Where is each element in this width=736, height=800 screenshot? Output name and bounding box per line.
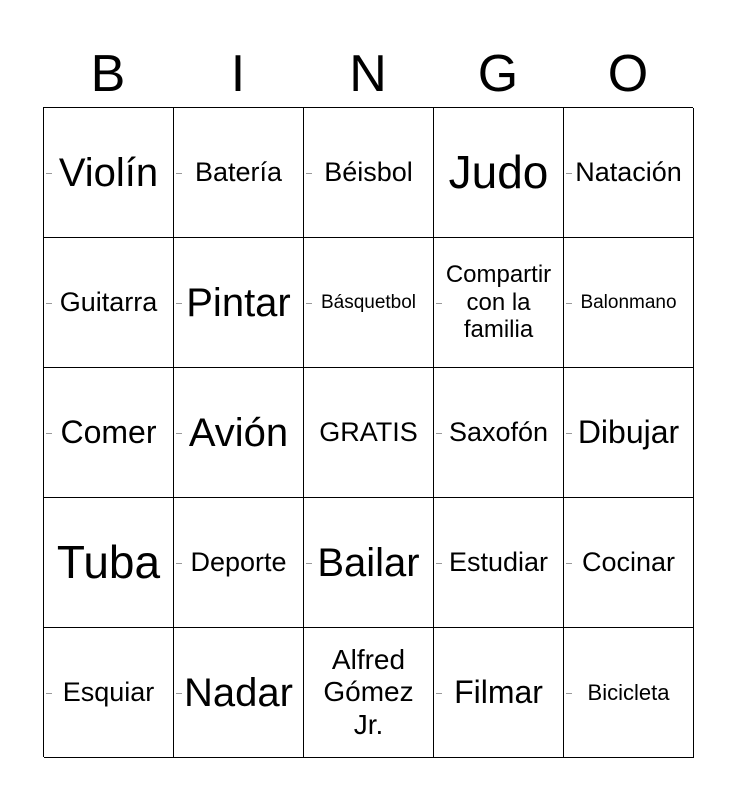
cell-label: Comer (60, 414, 157, 451)
cell-marker (436, 303, 442, 304)
cell-label: Compartir con la familia (445, 261, 552, 344)
bingo-cell[interactable] (304, 628, 434, 758)
header-letter-n: N (349, 45, 387, 103)
cell-label: Deporte (190, 546, 287, 577)
cell-marker (306, 173, 312, 174)
bingo-cell[interactable] (174, 498, 304, 628)
cell-label: Cocinar (581, 546, 676, 577)
cell-label: Dibujar (577, 414, 680, 451)
cell-marker (306, 563, 312, 564)
cell-label: Filmar (454, 674, 543, 711)
bingo-cell[interactable] (304, 108, 434, 238)
cell-label: Bailar (317, 540, 420, 585)
bingo-cell[interactable] (174, 238, 304, 368)
bingo-cell[interactable] (174, 368, 304, 498)
cell-label: Alfred Gómez Jr. (323, 644, 414, 740)
cell-marker (46, 693, 52, 694)
header-letter-i: I (230, 45, 246, 103)
cell-label: Pintar (186, 280, 291, 325)
cell-marker (306, 303, 312, 304)
bingo-cell[interactable] (434, 238, 564, 368)
cell-marker (436, 433, 442, 434)
cell-marker (566, 433, 572, 434)
bingo-cell[interactable] (174, 628, 304, 758)
header-letter-b: B (90, 45, 126, 103)
bingo-cell[interactable] (44, 498, 174, 628)
cell-label: Batería (194, 156, 283, 187)
cell-marker (176, 563, 182, 564)
cell-label: Tuba (56, 536, 161, 589)
cell-label: Béisbol (324, 156, 413, 187)
cell-label: Nadar (184, 670, 293, 715)
bingo-cell[interactable] (174, 108, 304, 238)
bingo-cell[interactable] (564, 108, 694, 238)
cell-label: Bicicleta (587, 679, 670, 705)
bingo-cell[interactable] (44, 108, 174, 238)
cell-label: Balonmano (580, 291, 677, 313)
cell-marker (566, 563, 572, 564)
cell-label: Violín (58, 150, 159, 195)
cell-label: Avión (188, 410, 289, 455)
bingo-cell[interactable] (44, 368, 174, 498)
bingo-board (43, 107, 693, 757)
cell-marker (176, 303, 182, 304)
cell-label: Judo (448, 146, 549, 199)
cell-marker (46, 173, 52, 174)
bingo-cell[interactable] (44, 238, 174, 368)
cell-label: Natación (575, 156, 682, 187)
bingo-cell[interactable] (304, 368, 434, 498)
bingo-cell[interactable] (304, 498, 434, 628)
cell-marker (566, 173, 572, 174)
cell-label: Esquiar (62, 676, 155, 707)
bingo-cell[interactable] (434, 368, 564, 498)
header-letter-g: G (477, 45, 519, 103)
bingo-cell[interactable] (564, 498, 694, 628)
bingo-cell[interactable] (434, 108, 564, 238)
cell-marker (566, 303, 572, 304)
header-letter-o: O (607, 45, 649, 103)
bingo-cell[interactable] (564, 628, 694, 758)
bingo-cell[interactable] (564, 238, 694, 368)
cell-marker (176, 433, 182, 434)
bingo-cell[interactable] (304, 238, 434, 368)
cell-label: Guitarra (59, 286, 158, 317)
cell-marker (566, 693, 572, 694)
cell-marker (46, 433, 52, 434)
bingo-cell[interactable] (434, 628, 564, 758)
cell-label: Básquetbol (320, 291, 417, 313)
bingo-header (43, 40, 693, 108)
cell-marker (46, 303, 52, 304)
cell-marker (176, 173, 182, 174)
cell-marker (436, 563, 442, 564)
cell-label: Estudiar (448, 546, 549, 577)
cell-marker (436, 693, 442, 694)
cell-marker (176, 693, 182, 694)
bingo-cell[interactable] (44, 628, 174, 758)
bingo-cell[interactable] (564, 368, 694, 498)
bingo-cell[interactable] (434, 498, 564, 628)
cell-label: GRATIS (319, 416, 418, 447)
cell-label: Saxofón (448, 416, 549, 447)
